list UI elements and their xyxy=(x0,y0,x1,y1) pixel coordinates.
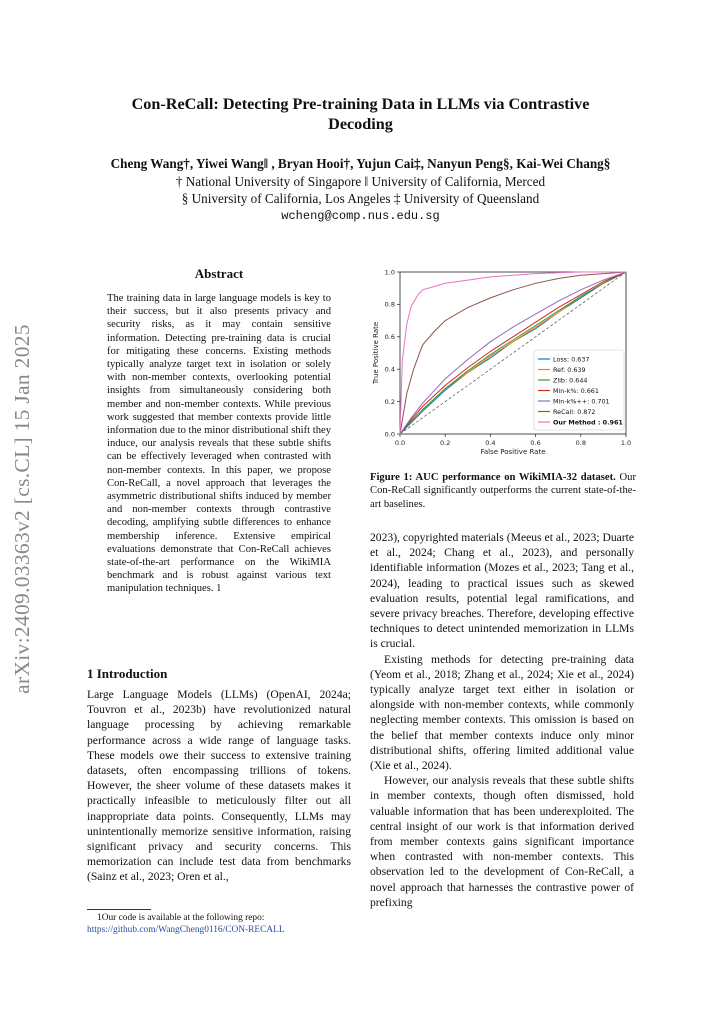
section-heading-introduction: 1 Introduction xyxy=(87,666,168,681)
x-tick-label: 0.6 xyxy=(530,439,541,447)
affiliation-line-2: § University of California, Los Angeles ‡ University of Queensland xyxy=(181,191,540,206)
y-tick-label: 0.0 xyxy=(384,430,395,439)
footnote-divider xyxy=(87,909,151,910)
y-tick-label: 0.2 xyxy=(384,397,395,406)
contact-email[interactable]: wcheng@comp.nus.edu.sg xyxy=(281,209,440,223)
x-tick-label: 0.4 xyxy=(485,439,496,447)
caption-body: Our Con-ReCall significantly outperforms the current state-of-the-art baselines. xyxy=(370,472,636,510)
y-tick-label: 1.0 xyxy=(384,268,395,277)
legend-entry: Our Method : 0.961 xyxy=(553,418,623,427)
x-tick-label: 0.8 xyxy=(575,439,586,447)
paragraph: 2023), copyrighted materials (Meeus et al., 2023; Duarte et al., 2024; Chang et al., 2023), and personally identifiable information (Mozes et al., 2023; Tang et al., 2024), leading to practical issues such as skewed evaluation results, potential legal ramifications, and severe privacy breaches. Therefore, developing effective techniques to detect unintended memorization in LLMs is crucial. xyxy=(370,531,634,651)
x-tick-label: 1.0 xyxy=(620,439,632,447)
legend-entry: Min-k%: 0.661 xyxy=(553,386,599,395)
figure-caption xyxy=(370,471,636,511)
footnote-repo-link[interactable]: https://github.com/WangCheng0116/CON-RECALL xyxy=(87,925,285,935)
paper-title xyxy=(60,94,661,134)
intro-column-2 xyxy=(370,530,634,910)
author-list: Cheng Wang†, Yiwei Wang‖ , Bryan Hooi†, Yujun Cai‡, Nanyun Peng§, Kai-Wei Chang§ xyxy=(110,156,611,171)
y-axis-label: True Positive Rate xyxy=(372,321,380,385)
x-tick-label: 0.0 xyxy=(394,439,406,447)
abstract-text: The training data in large language models is key to their success, but it also presents privacy and security risks, as it may contain sensitive information. Detecting pre-training data is crucial for mitigating these concerns. Existing methods typically analyze target text in isolation or solely with non-member contexts, overlooking potential insights from simultaneously considering both member and non-member contexts. While previous work suggested that member contexts provide little information due to the minor distributional shift they induce, our analysis reveals that these subtle shifts can be effectively leveraged when contrasted with non-member contexts. In this paper, we propose Con-ReCall, a novel approach that leverages the asymmetric distributional shifts induced by member and non-member contexts through contrastive decoding, amplifying subtle differences to enhance membership inference. Extensive empirical evaluations demonstrate that Con-ReCall achieves state-of-the-art performance on the WikiMIA benchmark and is robust against various text manipulation techniques. 1 xyxy=(107,293,331,595)
footnote-text: 1Our code is available at the following repo: xyxy=(97,913,265,923)
footnote xyxy=(87,912,351,936)
legend-entry: Loss: 0.637 xyxy=(553,355,590,364)
intro-column-1: Large Language Models (LLMs) (OpenAI, 2024a; Touvron et al., 2023b) have revolutionized natural language processing by achieving remarkable performance across a wide range of language tasks. These models owe their success to extensive training datasets, often encompassing trillions of tokens. However, the sheer volume of these datasets makes it practically infeasible to meticulously filter out all inappropriate data points. Consequently, LLMs may unintentionally memorize sensitive information, raising significant privacy and security concerns. This memorization can include test data from benchmarks (Sainz et al., 2023; Oren et al., xyxy=(87,688,351,884)
legend-entry: Ref: 0.639 xyxy=(553,365,586,374)
caption-title: Figure 1: AUC performance on WikiMIA-32 dataset. xyxy=(370,472,616,483)
legend-entry: Min-k%++: 0.701 xyxy=(553,397,610,406)
x-tick-label: 0.2 xyxy=(440,439,451,447)
arxiv-stamp: arXiv:2409.03363v2 [cs.CL] 15 Jan 2025 xyxy=(10,324,34,694)
title-line-1: Con-ReCall: Detecting Pre-training Data in LLMs via Contrastive xyxy=(131,95,590,113)
y-tick-label: 0.8 xyxy=(384,300,395,309)
legend-entry: ReCall: 0.872 xyxy=(553,407,596,416)
y-tick-label: 0.4 xyxy=(384,365,395,374)
roc-chart xyxy=(368,262,636,458)
legend-entry: Zlib: 0.644 xyxy=(553,376,588,385)
title-line-2: Decoding xyxy=(328,115,393,133)
y-tick-label: 0.6 xyxy=(384,333,395,342)
x-axis-label: False Positive Rate xyxy=(480,448,546,456)
paragraph: However, our analysis reveals that these subtle shifts in member contexts, though often dismissed, hold valuable information that has been underexploited. The central insight of our work is that information derived from member contexts gains significant importance when contrasted with non-member contexts. This observation led to the development of Con-ReCall, a novel approach that harnesses the contrastive power of prefixing xyxy=(370,774,634,909)
paragraph: Existing methods for detecting pre-training data (Yeom et al., 2018; Zhang et al., 2024; Xie et al., 2024) typically analyze target text either in isolation or alongside with non-member contexts, while commonly neglecting member contexts. This omission is based on the belief that member contexts induce only minor distributional shifts, offering limited additional value (Xie et al., 2024). xyxy=(370,652,634,773)
affiliation-line-1: † National University of Singapore ‖ University of California, Merced xyxy=(175,174,546,189)
abstract-heading: Abstract xyxy=(194,266,244,281)
